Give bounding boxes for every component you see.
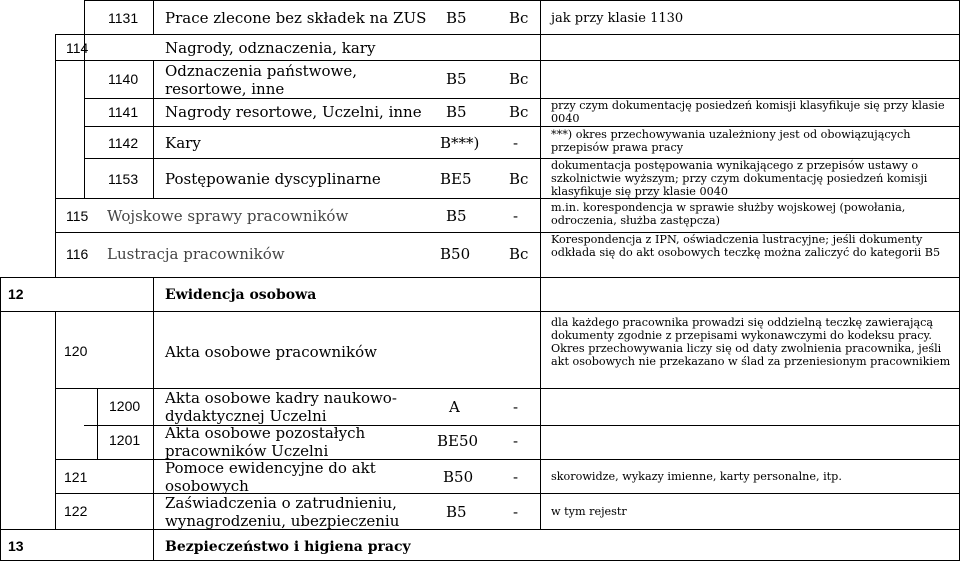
class-code: 114 — [66, 40, 89, 56]
other-category: - — [513, 398, 519, 416]
class-title: Kary — [165, 134, 201, 152]
archive-category: B5 — [446, 207, 467, 225]
table-border — [84, 126, 960, 127]
table-border — [153, 277, 154, 561]
class-title: Nagrody, odznaczenia, kary — [165, 39, 376, 57]
archive-category: B5 — [446, 503, 467, 521]
class-title: Odznaczenia państwowe, resortowe, inne — [165, 62, 358, 98]
remarks: dokumentacja postępowania wynikającego z przepisów ustawy o szkolnictwie wyższym; przy czym dokumentację posiedzeń komisji klasyfikuje się przy klasie 0040 — [551, 159, 928, 198]
class-title: Akta osobowe pracowników — [165, 343, 377, 361]
table-border — [55, 311, 56, 529]
class-title: Pomoce ewidencyjne do akt osobowych — [165, 459, 376, 495]
class-code: 122 — [64, 503, 88, 519]
remarks: ***) okres przechowywania uzależniony jest od obowiązujących przepisów prawa pracy — [551, 128, 911, 154]
table-border — [0, 277, 1, 561]
class-title: Nagrody resortowe, Uczelni, inne — [165, 103, 422, 121]
class-code: 1131 — [108, 10, 139, 26]
other-category: Bc — [509, 9, 529, 27]
class-code: 120 — [64, 343, 88, 359]
archive-category: A — [449, 398, 460, 416]
archive-category: BE5 — [440, 170, 472, 188]
class-title: Postępowanie dyscyplinarne — [165, 170, 381, 188]
remarks: Korespondencja z IPN, oświadczenia lustracyjne; jeśli dokumenty odkłada się do akt osobowych teczkę można zaliczyć do kategorii B5 — [551, 233, 941, 259]
other-category: Bc — [509, 245, 529, 263]
other-category: Bc — [509, 170, 529, 188]
other-category: Bc — [509, 103, 529, 121]
table-border — [540, 0, 541, 529]
table-border — [153, 60, 154, 198]
class-code: 121 — [64, 469, 88, 485]
class-code: 1141 — [108, 104, 139, 120]
table-border — [97, 388, 98, 459]
remarks: m.in. korespondencja w sprawie służby wojskowej (powołania, odroczenia, służba zastępcza) — [551, 201, 906, 227]
other-category: Bc — [509, 70, 529, 88]
archive-category: B5 — [446, 9, 467, 27]
other-category: - — [513, 134, 519, 152]
archive-category: BE50 — [437, 432, 479, 450]
section-title: Ewidencja osobowa — [165, 287, 317, 303]
table-border — [84, 0, 85, 198]
table-border — [55, 60, 960, 61]
table-border — [0, 529, 960, 530]
class-title: Zaświadczenia o zatrudnieniu, wynagrodzeniu, ubezpieczeniu — [165, 494, 400, 530]
class-title: Akta osobowe kadry naukowo-dydaktycznej Uczelni — [165, 389, 397, 425]
section-code: 12 — [8, 286, 24, 302]
class-title: Akta osobowe pozostałych pracowników Uczelni — [165, 424, 366, 460]
archive-category: B***) — [440, 134, 480, 152]
remarks: przy czym dokumentację posiedzeń komisji klasyfikuje się przy klasie 0040 — [551, 99, 945, 125]
class-code: 1140 — [108, 71, 139, 87]
class-code: 115 — [66, 208, 89, 224]
table-border — [55, 34, 960, 35]
class-code: 1201 — [109, 432, 141, 448]
archive-category: B5 — [446, 103, 467, 121]
class-title: Wojskowe sprawy pracowników — [107, 207, 349, 225]
class-code: 1142 — [108, 135, 139, 151]
remarks: jak przy klasie 1130 — [551, 11, 684, 26]
class-code: 1200 — [109, 398, 141, 414]
other-category: - — [513, 503, 519, 521]
class-title: Prace zlecone bez składek na ZUS — [165, 9, 427, 27]
table-border — [84, 0, 960, 1]
archive-category: B50 — [443, 468, 474, 486]
archive-category: B50 — [440, 245, 471, 263]
other-category: - — [513, 468, 519, 486]
section-title: Bezpieczeństwo i higiena pracy — [165, 539, 411, 555]
table-border — [153, 0, 154, 34]
class-code: 1153 — [108, 171, 139, 187]
table-border — [55, 34, 56, 277]
section-code: 13 — [8, 538, 24, 554]
table-border — [0, 311, 960, 312]
remarks: dla każdego pracownika prowadzi się oddzielną teczkę zawierającą dokumenty zgodnie z przepisami wykonawczymi do kodeksu pracy. Okres przechowywania liczy się od daty zwolnienia pracownika, jeśli akt osobowych nie przekazano w ślad za przeniesionym pracownikiem — [551, 316, 951, 368]
class-title: Lustracja pracowników — [107, 245, 285, 263]
class-code: 116 — [66, 246, 89, 262]
other-category: - — [513, 432, 519, 450]
table-border — [55, 198, 960, 199]
remarks: w tym rejestr — [551, 505, 627, 518]
remarks: skorowidze, wykazy imienne, karty personalne, itp. — [551, 470, 842, 483]
other-category: - — [513, 207, 519, 225]
table-border — [0, 277, 960, 278]
archive-category: B5 — [446, 70, 467, 88]
